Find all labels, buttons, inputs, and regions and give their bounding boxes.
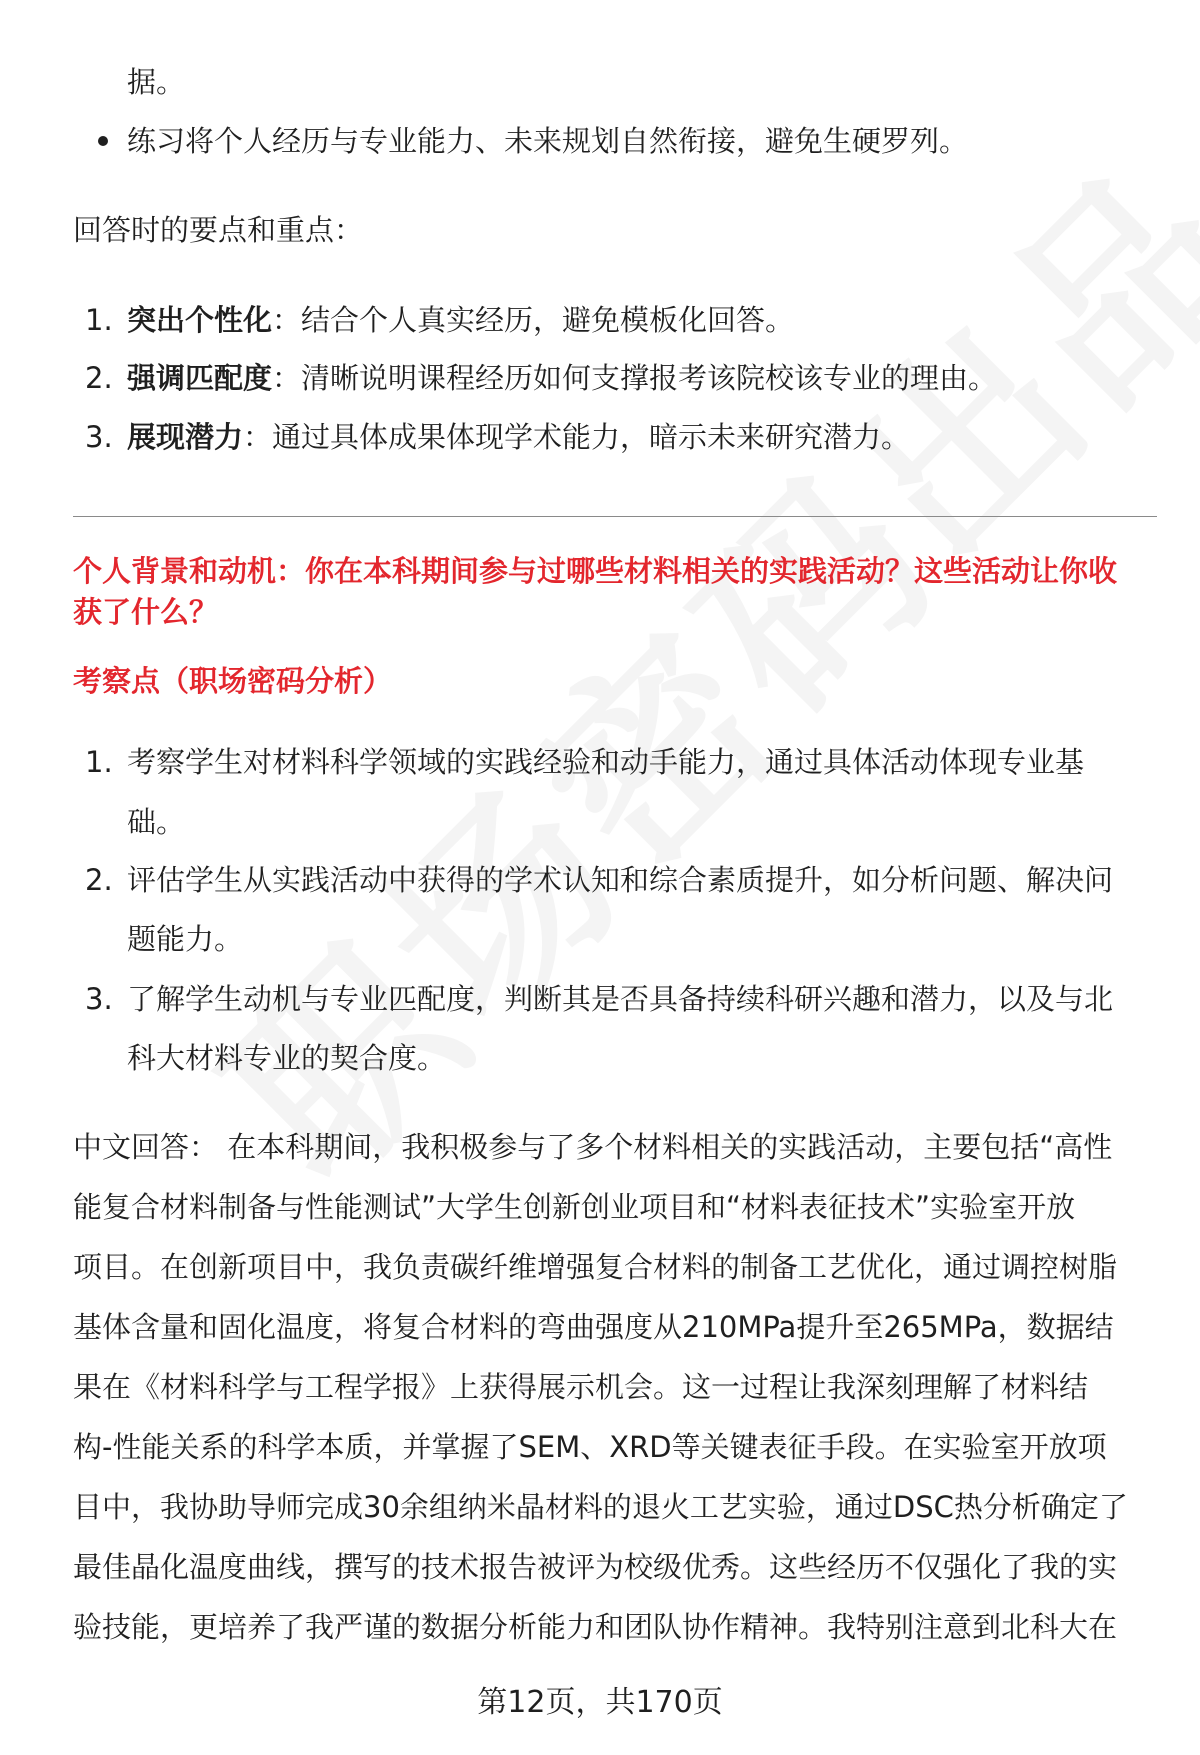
answer-line: 果在《材料科学与工程学报》上获得展示机会。这一过程让我深刻理解了材料结 — [73, 1370, 1089, 1404]
focus-item-line: 了解学生动机与专业匹配度，判断其是否具备持续科研兴趣和潜力，以及与北 — [127, 982, 1114, 1016]
keypoint-title: 强调匹配度 — [127, 361, 273, 395]
bullet-item: 练习将个人经历与专业能力、未来规划自然衔接，避免生硬罗列。 — [127, 124, 969, 158]
keypoint-text: ：清晰说明课程经历如何支撑报考该院校该专业的理由。 — [272, 361, 998, 395]
keypoint-item — [127, 358, 997, 398]
answer-line: 项目。在创新项目中，我负责碳纤维增强复合材料的制备工艺优化，通过调控树脂 — [73, 1250, 1118, 1284]
question-line-2: 获了什么？ — [73, 595, 219, 629]
keypoint-number: 3. — [85, 420, 113, 454]
keypoint-title: 突出个性化 — [127, 303, 273, 337]
focus-item-line: 础。 — [127, 805, 186, 839]
question-line-1: 个人背景和动机：你在本科期间参与过哪些材料相关的实践活动？这些活动让你收 — [73, 554, 1118, 588]
watermark — [153, 383, 1086, 1316]
answer-line: 验技能，更培养了我严谨的数据分析能力和团队协作精神。我特别注意到北科大在 — [73, 1610, 1118, 1644]
keypoint-text: ：通过具体成果体现学术能力，暗示未来研究潜力。 — [243, 420, 911, 454]
keypoint-item — [127, 417, 910, 457]
keypoint-number: 2. — [85, 361, 113, 395]
bullet-dot-icon — [98, 136, 108, 146]
focus-item-line: 科大材料专业的契合度。 — [127, 1041, 447, 1075]
keypoint-text: ：结合个人真实经历，避免模板化回答。 — [272, 303, 795, 337]
page-number: 第12页，共170页 — [477, 1685, 723, 1720]
focus-item-line: 考察学生对材料科学领域的实践经验和动手能力，通过具体活动体现专业基 — [127, 745, 1085, 779]
keypoint-number: 1. — [85, 303, 113, 337]
keypoints-heading: 回答时的要点和重点： — [73, 213, 364, 247]
focus-number: 3. — [85, 982, 113, 1016]
answer-line: 最佳晶化温度曲线，撰写的技术报告被评为校级优秀。这些经历不仅强化了我的实 — [73, 1550, 1118, 1584]
answer-line: 中文回答： 在本科期间，我积极参与了多个材料相关的实践活动，主要包括“高性 — [73, 1130, 1113, 1164]
focus-item-line: 评估学生从实践活动中获得的学术认知和综合素质提升，如分析问题、解决问 — [127, 863, 1114, 897]
focus-number: 2. — [85, 863, 113, 897]
answer-line: 能复合材料制备与性能测试”大学生创新创业项目和“材料表征技术”实验室开放 — [73, 1190, 1076, 1224]
focus-number: 1. — [85, 745, 113, 779]
keypoint-item — [127, 300, 794, 340]
continued-text: 据。 — [127, 65, 186, 99]
answer-line: 构-性能关系的科学本质，并掌握了SEM、XRD等关键表征手段。在实验室开放项 — [73, 1430, 1107, 1464]
focus-heading: 考察点（职场密码分析） — [73, 664, 393, 698]
section-divider — [73, 516, 1157, 517]
keypoint-title: 展现潜力 — [127, 420, 244, 454]
answer-line: 基体含量和固化温度，将复合材料的弯曲强度从210MPa提升至265MPa，数据结 — [73, 1310, 1114, 1344]
answer-line: 目中，我协助导师完成30余组纳米晶材料的退火工艺实验，通过DSC热分析确定了 — [73, 1490, 1128, 1524]
focus-item-line: 题能力。 — [127, 922, 244, 956]
